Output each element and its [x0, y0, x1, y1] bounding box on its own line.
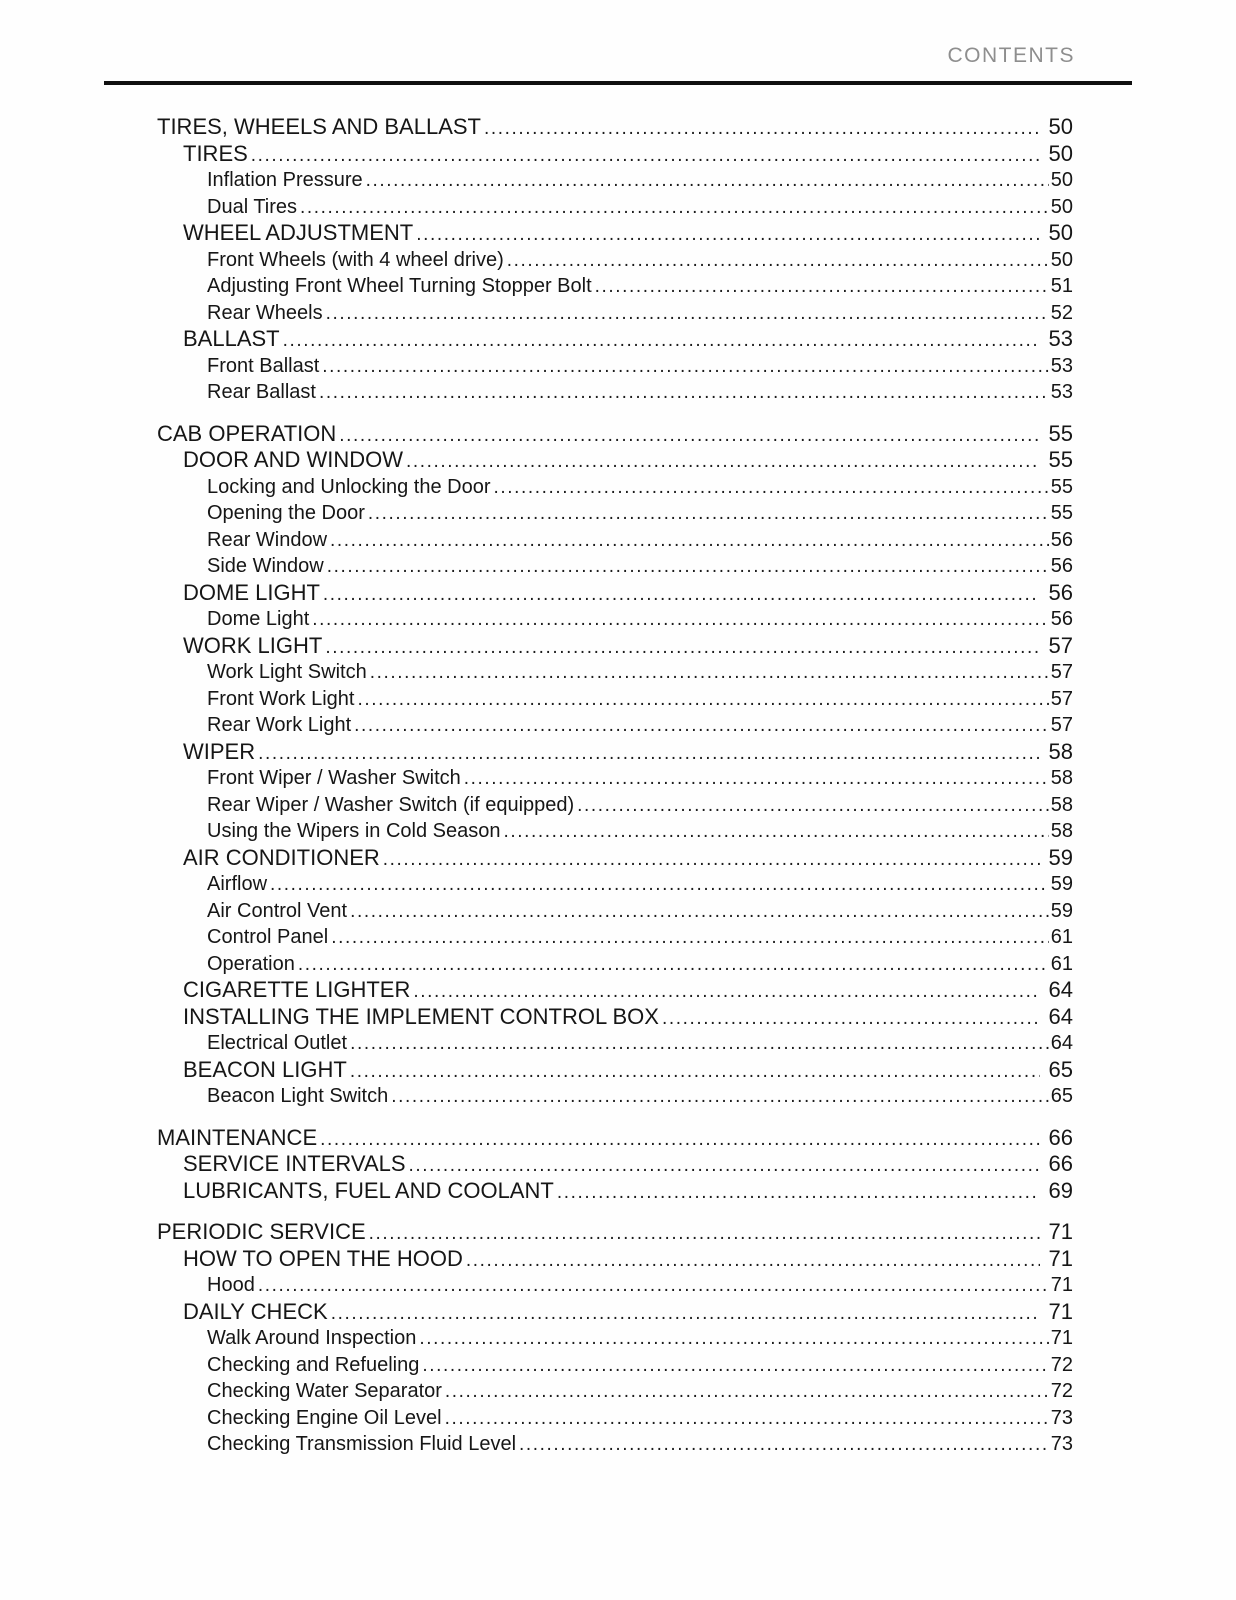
dot-leader	[258, 1272, 1049, 1299]
toc-entry	[104, 606, 1132, 633]
toc-entry-title: Dome Light	[207, 608, 310, 630]
dot-leader	[507, 247, 1049, 274]
toc-entry-page-number: 53	[1050, 381, 1073, 403]
dot-leader	[416, 220, 1039, 247]
dot-leader	[327, 553, 1049, 580]
toc-entry	[104, 1219, 1132, 1246]
toc-entry	[104, 633, 1132, 660]
toc-entry	[104, 924, 1132, 951]
toc-entry-title: Rear Window	[207, 528, 328, 551]
toc-entry	[104, 474, 1132, 501]
dot-leader	[350, 898, 1049, 925]
dot-leader	[331, 1299, 1040, 1326]
toc-entry-page-number: 56	[1050, 608, 1073, 630]
toc-entry-page-number: 58	[1048, 738, 1073, 764]
toc-entry	[104, 500, 1132, 527]
toc-entry-page-number: 53	[1050, 354, 1073, 377]
toc-entry-page-number: 66	[1048, 1124, 1073, 1150]
toc-entry	[104, 273, 1132, 300]
toc-entry-page-number: 56	[1050, 528, 1073, 551]
toc-entry-title: Checking Engine Oil Level	[207, 1406, 442, 1429]
toc-entry-title: Rear Wiper / Washer Switch (if equipped)	[207, 793, 575, 816]
dot-leader	[330, 527, 1049, 554]
toc-entry	[104, 167, 1132, 194]
toc-entry-title: CAB OPERATION	[157, 420, 337, 446]
toc-entry	[104, 659, 1132, 686]
toc-entry-title: Dual Tires	[207, 195, 298, 218]
toc-entry	[104, 114, 1132, 141]
toc-entry-page-number: 59	[1048, 844, 1073, 870]
toc-entry-title: Control Panel	[207, 926, 329, 948]
dot-leader	[300, 194, 1049, 221]
toc-entry	[104, 686, 1132, 713]
dot-leader	[577, 792, 1049, 819]
toc-entry-title: BEACON LIGHT	[183, 1056, 347, 1082]
dot-leader	[319, 379, 1049, 406]
toc-entry-title: AIR CONDITIONER	[183, 844, 380, 870]
toc-entry-page-number: 71	[1048, 1298, 1073, 1324]
dot-leader	[445, 1378, 1049, 1405]
toc-entry-title: Front Wiper / Washer Switch	[207, 767, 461, 789]
toc-entry-page-number: 50	[1048, 140, 1073, 166]
toc-entry-title: Airflow	[207, 873, 268, 895]
toc-entry	[104, 1057, 1132, 1084]
dot-leader	[391, 1083, 1049, 1110]
toc-entry	[104, 1030, 1132, 1057]
toc-entry-page-number: 71	[1048, 1219, 1073, 1244]
table-of-contents	[104, 114, 1132, 1458]
dot-leader	[419, 1325, 1048, 1352]
toc-entry-title: Front Ballast	[207, 354, 320, 377]
toc-entry-title: Work Light Switch	[207, 661, 367, 683]
dot-leader	[445, 1405, 1049, 1432]
toc-entry-page-number: 71	[1048, 1245, 1073, 1271]
toc-entry-title: Inflation Pressure	[207, 169, 363, 191]
dot-leader	[298, 951, 1049, 978]
dot-leader	[595, 273, 1049, 300]
toc-entry-page-number: 55	[1050, 475, 1073, 498]
toc-entry-page-number: 58	[1050, 767, 1073, 789]
toc-entry-page-number: 52	[1050, 301, 1073, 324]
toc-entry-title: Adjusting Front Wheel Turning Stopper Bolt	[207, 275, 592, 297]
dot-leader	[484, 114, 1040, 141]
toc-entry	[104, 765, 1132, 792]
toc-entry	[104, 1151, 1132, 1178]
toc-entry-page-number: 58	[1050, 820, 1073, 842]
dot-leader	[503, 818, 1048, 845]
dot-leader	[312, 606, 1048, 633]
toc-entry-title: Side Window	[207, 555, 324, 577]
toc-entry	[104, 1178, 1132, 1205]
toc-entry-title: Checking and Refueling	[207, 1353, 420, 1376]
toc-entry-title: Rear Ballast	[207, 381, 316, 403]
page-header-title: CONTENTS	[947, 44, 1075, 67]
toc-entry-title: Operation	[207, 952, 295, 975]
toc-entry	[104, 353, 1132, 380]
toc-entry-title: Front Wheels (with 4 wheel drive)	[207, 248, 504, 271]
header-rule	[104, 81, 1132, 85]
toc-entry-title: Electrical Outlet	[207, 1032, 348, 1054]
toc-entry	[104, 553, 1132, 580]
toc-entry-page-number: 65	[1050, 1085, 1073, 1107]
toc-entry-page-number: 66	[1048, 1151, 1073, 1176]
toc-entry-page-number: 50	[1048, 114, 1073, 139]
toc-entry-page-number: 53	[1048, 326, 1073, 351]
dot-leader	[320, 1125, 1039, 1152]
dot-leader	[369, 1219, 1040, 1246]
dot-leader	[413, 977, 1039, 1004]
toc-entry	[104, 326, 1132, 353]
toc-entry	[104, 712, 1132, 739]
toc-entry-title: Front Work Light	[207, 687, 355, 710]
toc-entry-page-number: 64	[1048, 977, 1073, 1002]
dot-leader	[422, 1352, 1048, 1379]
toc-entry-title: WHEEL ADJUSTMENT	[183, 220, 414, 245]
toc-entry-title: Locking and Unlocking the Door	[207, 475, 491, 498]
toc-entry-page-number: 50	[1048, 220, 1073, 245]
toc-entry	[104, 1246, 1132, 1273]
toc-entry-page-number: 61	[1050, 926, 1073, 948]
toc-entry-page-number: 57	[1050, 714, 1073, 736]
toc-entry-page-number: 71	[1050, 1327, 1073, 1349]
toc-entry-title: WIPER	[183, 738, 256, 764]
toc-entry-page-number: 57	[1050, 661, 1073, 683]
toc-entry	[104, 421, 1132, 448]
toc-entry-page-number: 55	[1048, 447, 1073, 472]
dot-leader	[283, 326, 1040, 353]
toc-entry	[104, 1378, 1132, 1405]
toc-entry-title: DOME LIGHT	[183, 579, 320, 605]
toc-entry-title: DAILY CHECK	[183, 1298, 328, 1324]
toc-entry-title: LUBRICANTS, FUEL AND COOLANT	[183, 1177, 554, 1203]
toc-entry	[104, 379, 1132, 406]
toc-entry	[104, 977, 1132, 1004]
dot-leader	[251, 141, 1040, 168]
toc-entry	[104, 447, 1132, 474]
toc-entry	[104, 818, 1132, 845]
toc-entry	[104, 220, 1132, 247]
toc-entry-page-number: 58	[1050, 793, 1073, 816]
toc-entry	[104, 1325, 1132, 1352]
toc-entry-title: Hood	[207, 1274, 255, 1296]
dot-leader	[662, 1004, 1040, 1031]
toc-entry-page-number: 55	[1048, 420, 1073, 446]
toc-entry-page-number: 59	[1050, 899, 1073, 922]
toc-entry-title: HOW TO OPEN THE HOOD	[183, 1245, 463, 1271]
dot-leader	[557, 1178, 1040, 1205]
dot-leader	[466, 1246, 1040, 1273]
toc-entry	[104, 1272, 1132, 1299]
toc-entry	[104, 792, 1132, 819]
toc-entry-page-number: 69	[1048, 1177, 1073, 1203]
toc-entry-page-number: 56	[1048, 579, 1073, 605]
toc-entry-page-number: 73	[1050, 1433, 1073, 1455]
toc-entry	[104, 247, 1132, 274]
dot-leader	[406, 447, 1040, 474]
toc-entry	[104, 951, 1132, 978]
dot-leader	[350, 1030, 1049, 1057]
toc-entry	[104, 1405, 1132, 1432]
dot-leader	[519, 1431, 1049, 1458]
toc-entry	[104, 898, 1132, 925]
toc-entry	[104, 845, 1132, 872]
toc-entry-title: BALLAST	[183, 326, 280, 351]
toc-entry-page-number: 50	[1050, 195, 1073, 218]
toc-entry-page-number: 51	[1050, 275, 1073, 297]
dot-leader	[357, 686, 1048, 713]
toc-entry-title: Checking Transmission Fluid Level	[207, 1433, 517, 1455]
toc-entry	[104, 300, 1132, 327]
toc-entry-title: Rear Work Light	[207, 714, 352, 736]
toc-entry-title: Checking Water Separator	[207, 1380, 442, 1402]
toc-entry-page-number: 57	[1050, 687, 1073, 710]
toc-section	[104, 421, 1132, 1110]
toc-entry-title: SERVICE INTERVALS	[183, 1151, 406, 1176]
dot-leader	[464, 765, 1049, 792]
toc-entry	[104, 1004, 1132, 1031]
toc-entry-page-number: 50	[1050, 169, 1073, 191]
dot-leader	[383, 845, 1040, 872]
toc-entry-title: Walk Around Inspection	[207, 1327, 417, 1349]
toc-entry-page-number: 64	[1050, 1032, 1073, 1054]
toc-section	[104, 114, 1132, 406]
dot-leader	[339, 421, 1039, 448]
toc-entry	[104, 1083, 1132, 1110]
toc-entry-page-number: 72	[1050, 1380, 1073, 1402]
dot-leader	[368, 500, 1049, 527]
toc-entry-title: Opening the Door	[207, 502, 365, 524]
dot-leader	[409, 1151, 1040, 1178]
toc-entry-page-number: 65	[1048, 1056, 1073, 1082]
dot-leader	[325, 633, 1039, 660]
toc-entry	[104, 141, 1132, 168]
toc-entry-title: TIRES, WHEELS AND BALLAST	[157, 114, 481, 139]
toc-entry-title: WORK LIGHT	[183, 632, 323, 658]
toc-entry-title: CIGARETTE LIGHTER	[183, 977, 411, 1002]
toc-entry-page-number: 64	[1048, 1003, 1073, 1029]
toc-entry-page-number: 71	[1050, 1274, 1073, 1296]
toc-entry	[104, 1125, 1132, 1152]
toc-entry-title: TIRES	[183, 140, 248, 166]
toc-entry-page-number: 73	[1050, 1406, 1073, 1429]
toc-entry-page-number: 72	[1050, 1353, 1073, 1376]
toc-section	[104, 1219, 1132, 1458]
toc-entry	[104, 527, 1132, 554]
toc-entry-page-number: 56	[1050, 555, 1073, 577]
dot-leader	[326, 300, 1049, 327]
dot-leader	[366, 167, 1049, 194]
toc-entry-title: Air Control Vent	[207, 899, 348, 922]
toc-entry-title: Using the Wipers in Cold Season	[207, 820, 501, 842]
dot-leader	[331, 924, 1049, 951]
toc-entry	[104, 1299, 1132, 1326]
dot-leader	[350, 1057, 1040, 1084]
toc-entry-title: PERIODIC SERVICE	[157, 1219, 366, 1244]
toc-section	[104, 1125, 1132, 1205]
toc-entry	[104, 1431, 1132, 1458]
toc-entry-title: Rear Wheels	[207, 301, 323, 324]
toc-entry-title: DOOR AND WINDOW	[183, 447, 403, 472]
dot-leader	[322, 353, 1048, 380]
toc-entry	[104, 580, 1132, 607]
dot-leader	[354, 712, 1049, 739]
dot-leader	[258, 739, 1039, 766]
dot-leader	[370, 659, 1049, 686]
toc-entry-page-number: 57	[1048, 632, 1073, 658]
dot-leader	[494, 474, 1049, 501]
toc-entry	[104, 1352, 1132, 1379]
toc-entry-page-number: 59	[1050, 873, 1073, 895]
toc-entry	[104, 739, 1132, 766]
dot-leader	[270, 871, 1049, 898]
toc-entry	[104, 194, 1132, 221]
toc-entry-page-number: 61	[1050, 952, 1073, 975]
toc-entry-page-number: 50	[1050, 248, 1073, 271]
toc-entry-title: Beacon Light Switch	[207, 1085, 389, 1107]
toc-entry-page-number: 55	[1050, 502, 1073, 524]
toc-entry	[104, 871, 1132, 898]
dot-leader	[323, 580, 1040, 607]
toc-entry-title: INSTALLING THE IMPLEMENT CONTROL BOX	[183, 1003, 659, 1029]
toc-entry-title: MAINTENANCE	[157, 1124, 318, 1150]
